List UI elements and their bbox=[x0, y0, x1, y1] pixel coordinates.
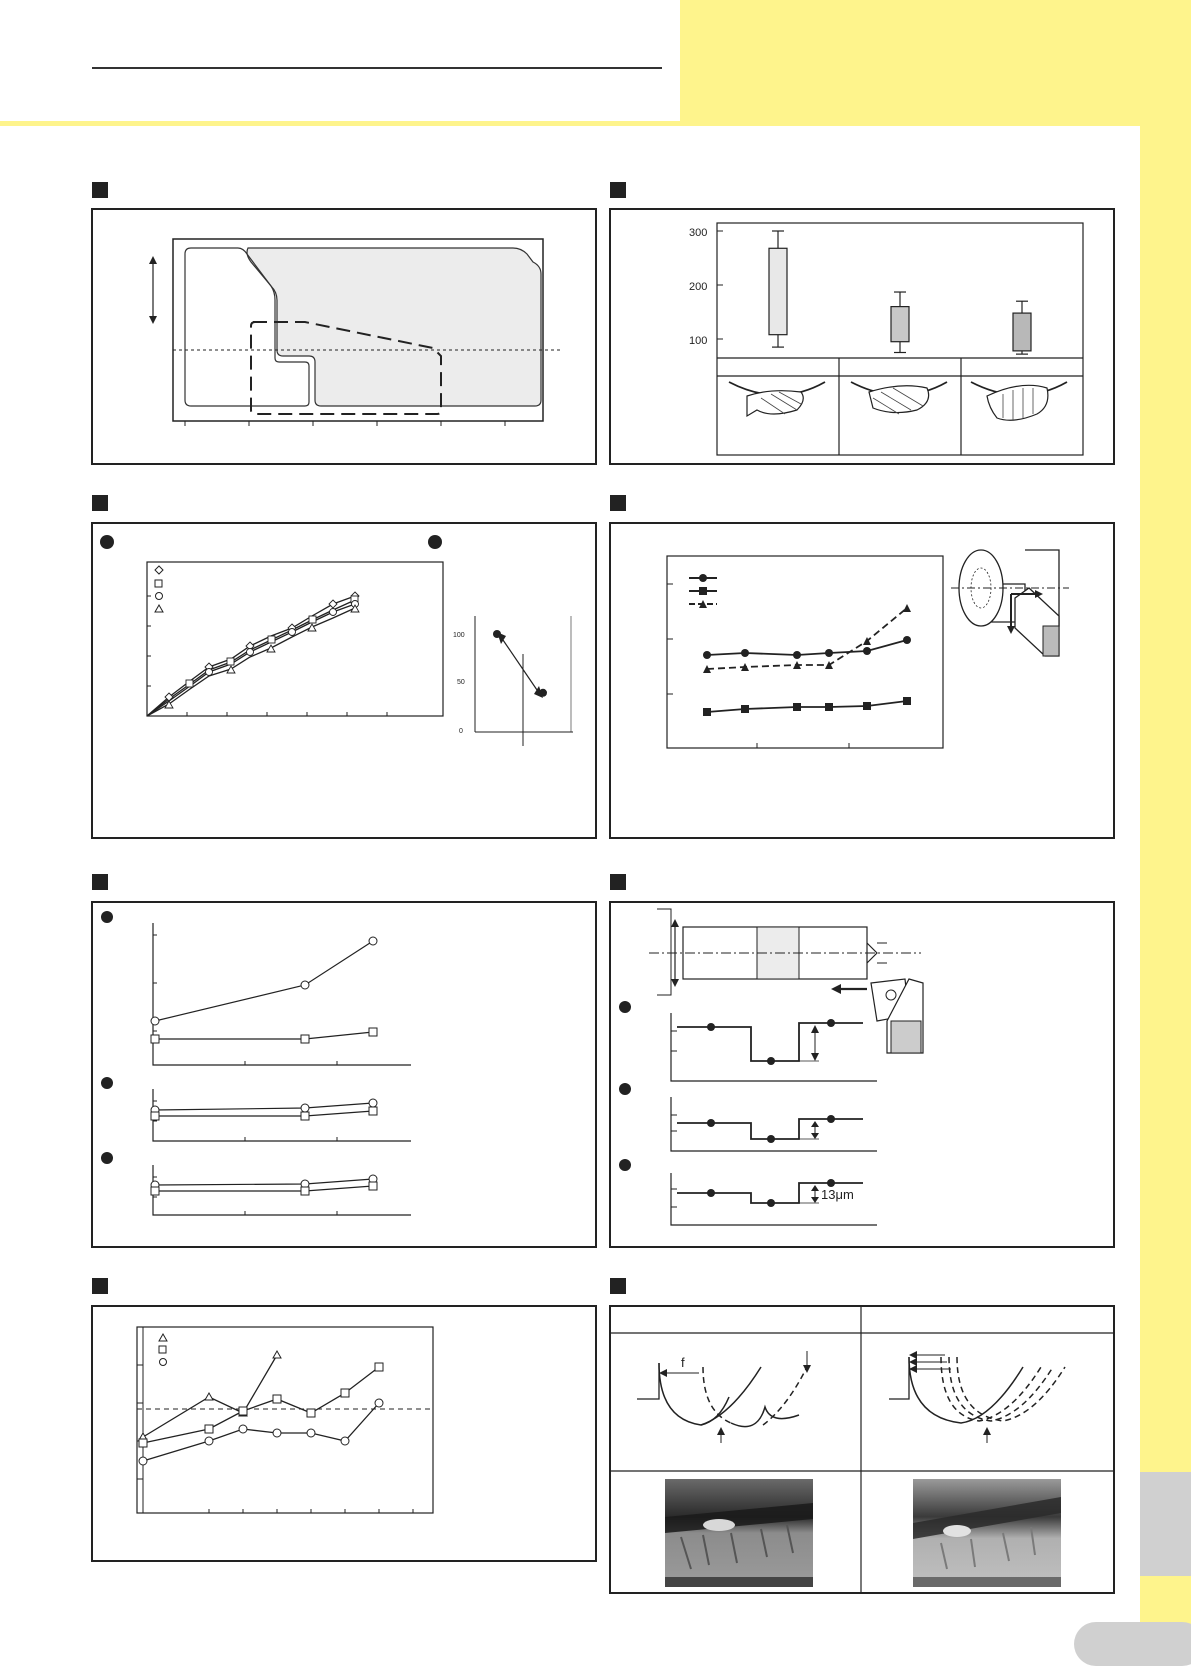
chip-shape-1-icon bbox=[729, 382, 825, 416]
section-marker-2 bbox=[610, 182, 626, 198]
feed-label: f bbox=[681, 1355, 685, 1370]
header-color-band bbox=[680, 0, 1191, 125]
scatter-y-tick-100: 100 bbox=[453, 632, 465, 639]
wear-line-chart-panel bbox=[91, 522, 597, 839]
surface-photo-left bbox=[665, 1479, 813, 1587]
feed-marks-right-icon bbox=[889, 1351, 1065, 1443]
chip-shape-2-icon bbox=[851, 382, 947, 414]
feed-marks-left-icon bbox=[637, 1351, 811, 1443]
bar-y-tick-100: 100 bbox=[689, 335, 708, 347]
header-rule bbox=[92, 67, 662, 69]
subfigure-a-marker bbox=[100, 535, 114, 549]
subfigure-b-marker bbox=[619, 1083, 631, 1095]
box-marks bbox=[769, 231, 1031, 354]
cutting-force-panel bbox=[609, 522, 1115, 839]
step-height-annotation: 13μm bbox=[821, 1187, 854, 1202]
roughness-chart-panel bbox=[91, 1305, 597, 1562]
cutter-comparison-diagram bbox=[611, 1307, 1113, 1592]
bar-y-tick-300: 300 bbox=[689, 227, 708, 239]
box-plot-panel bbox=[609, 208, 1115, 465]
legend-markers bbox=[689, 574, 717, 608]
section-marker-5 bbox=[92, 874, 108, 890]
legend-markers bbox=[159, 1334, 167, 1366]
stacked-line-charts bbox=[93, 903, 595, 1246]
section-marker-3 bbox=[92, 495, 108, 511]
wear-line-chart bbox=[93, 524, 595, 837]
side-color-band bbox=[1140, 125, 1191, 1662]
box-plot-chart bbox=[611, 210, 1113, 463]
region-map-panel bbox=[91, 208, 597, 465]
box-2 bbox=[891, 307, 909, 342]
subfigure-b-marker bbox=[428, 535, 442, 549]
section-marker-6 bbox=[610, 874, 626, 890]
step-profile-panel bbox=[609, 901, 1115, 1248]
legend-markers bbox=[155, 566, 163, 612]
side-index-tab bbox=[1140, 1472, 1191, 1576]
surface-photo-right bbox=[913, 1479, 1061, 1587]
step-profile-diagram bbox=[611, 903, 1113, 1246]
cutting-force-chart bbox=[611, 524, 1113, 837]
cutter-comparison-panel bbox=[609, 1305, 1115, 1594]
subfigure-c-marker bbox=[101, 1152, 113, 1164]
stacked-charts-panel bbox=[91, 901, 597, 1248]
box-3 bbox=[1013, 313, 1031, 351]
roughness-chart bbox=[93, 1307, 595, 1560]
subfigure-a-marker bbox=[101, 911, 113, 923]
workpiece-setup-icon bbox=[649, 909, 923, 1053]
section-marker-4 bbox=[610, 495, 626, 511]
subfigure-a-marker bbox=[619, 1001, 631, 1013]
header-divider-band bbox=[0, 121, 1191, 126]
turning-setup-icon bbox=[951, 550, 1069, 656]
region-map-diagram bbox=[93, 210, 595, 463]
subfigure-c-marker bbox=[619, 1159, 631, 1171]
section-marker-1 bbox=[92, 182, 108, 198]
section-marker-8 bbox=[610, 1278, 626, 1294]
chip-shape-3-icon bbox=[971, 382, 1067, 420]
scatter-y-tick-50: 50 bbox=[457, 679, 465, 686]
bar-y-tick-200: 200 bbox=[689, 281, 708, 293]
box-1 bbox=[769, 248, 787, 334]
scatter-y-tick-0: 0 bbox=[459, 728, 463, 735]
section-marker-7 bbox=[92, 1278, 108, 1294]
page-number-tab bbox=[1074, 1622, 1191, 1666]
subfigure-b-marker bbox=[101, 1077, 113, 1089]
